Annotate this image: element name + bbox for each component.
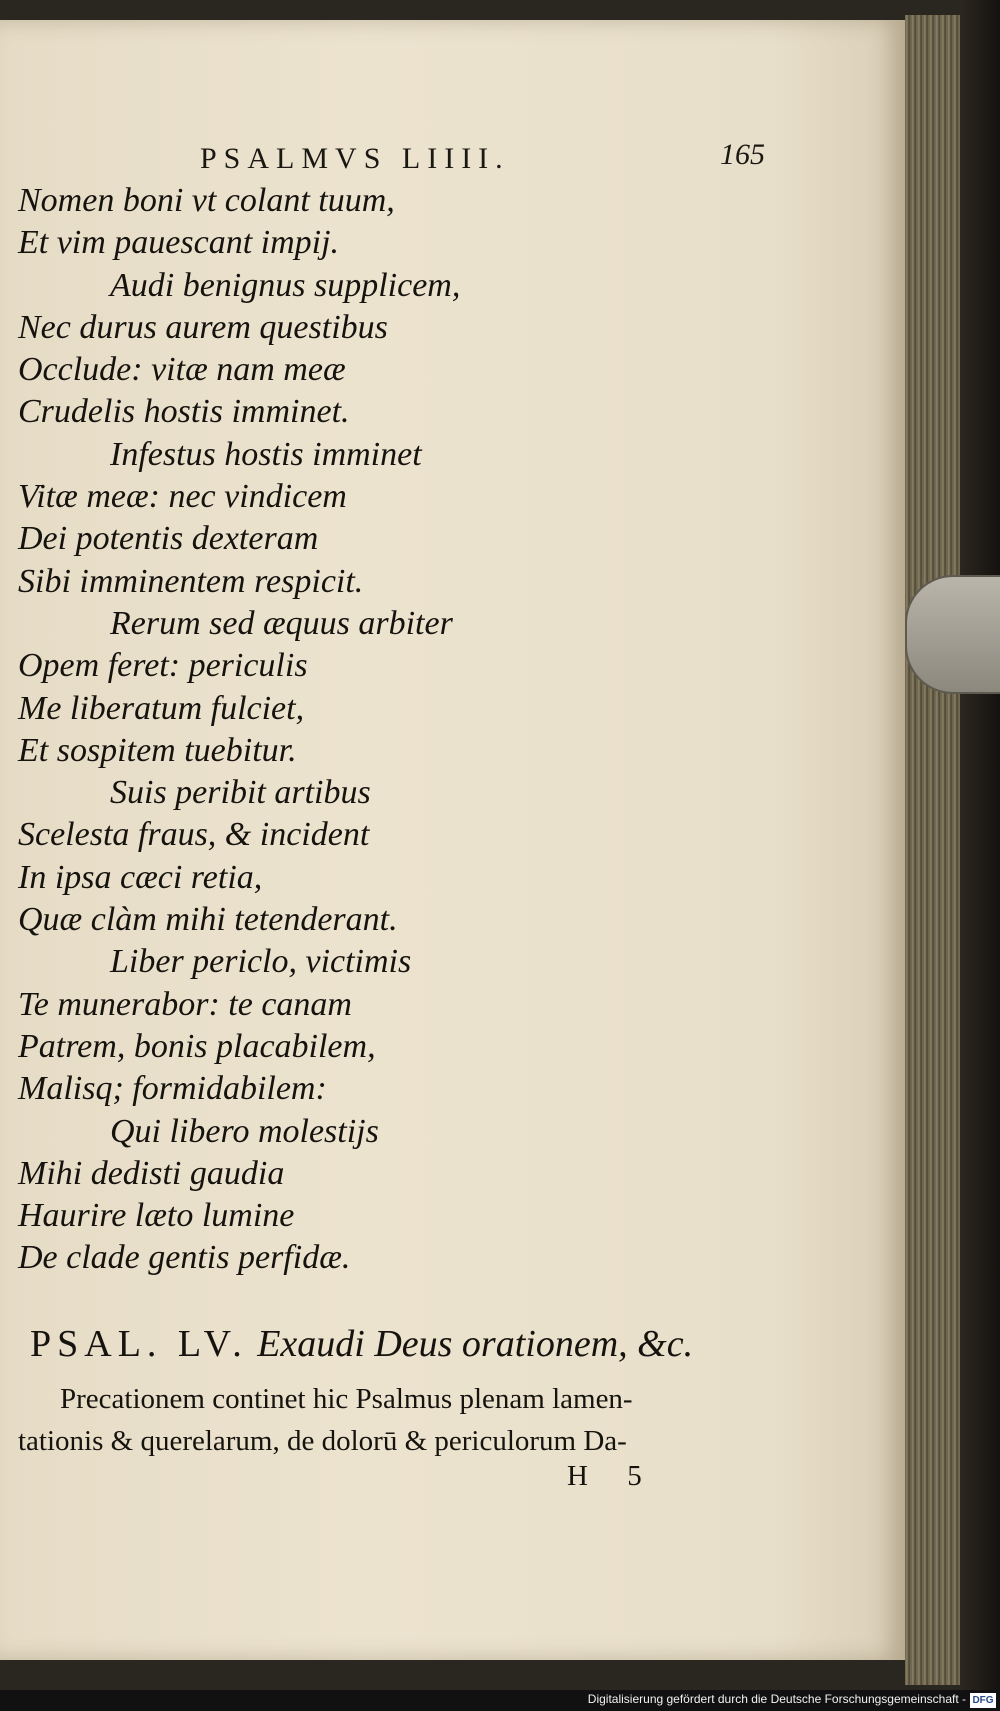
summary-line: Precationem continet hic Psalmus plenam lamen-: [60, 1383, 633, 1415]
page-header: [0, 130, 905, 180]
digitization-credit: Digitalisierung gefördert durch die Deutsche Forschungsgemeinschaft -: [587, 1692, 966, 1706]
page-edges: [905, 15, 960, 1685]
poem-line: Nomen boni vt colant tuum,: [18, 182, 395, 219]
poem-line: Patrem, bonis placabilem,: [18, 1027, 376, 1065]
poem-line: In ipsa cæci retia,: [18, 858, 263, 896]
poem-line: Malisq; formidabilem:: [18, 1070, 327, 1108]
poem-line: Qui libero molestijs: [110, 1112, 379, 1150]
poem-line: Suis peribit artibus: [110, 774, 371, 812]
poem-line: Crudelis hostis imminet.: [18, 393, 350, 431]
poem-line: Liber periclo, victimis: [110, 943, 412, 981]
running-title: PSALMVS LIIII.: [200, 142, 510, 175]
poem-line: Occlude: vitæ nam meæ: [18, 351, 346, 389]
psalm-incipit: Exaudi Deus orationem, &c.: [257, 1323, 694, 1365]
dfg-logo: DFG: [970, 1693, 996, 1708]
poem-line: Et vim pauescant impij.: [18, 224, 340, 262]
poem-line: Vitæ meæ: nec vindicem: [18, 478, 347, 516]
poem-line: Infestus hostis imminet: [110, 435, 422, 473]
poem-line: Et sospitem tuebitur.: [18, 731, 297, 769]
poem-line: De clade gentis perfidæ.: [18, 1239, 351, 1277]
psalm-heading: [30, 1322, 890, 1366]
psalm-label: PSAL. LV.: [30, 1323, 248, 1365]
poem-line: Nec durus aurem questibus: [18, 308, 388, 346]
poem-line: Dei potentis dexteram: [18, 520, 319, 558]
poem-line: Scelesta fraus, & incident: [18, 816, 370, 854]
psalm-poem: [18, 180, 538, 1280]
poem-line: Me liberatum fulciet,: [18, 689, 305, 727]
poem-line: Rerum sed æquus arbiter: [110, 604, 453, 642]
footer-bar: [0, 1690, 1000, 1711]
bookmark-clasp: [905, 575, 1000, 694]
poem-line: Haurire læto lumine: [18, 1197, 295, 1235]
page-number: 165: [720, 138, 765, 171]
poem-line: Sibi imminentem respicit.: [18, 562, 364, 600]
poem-line: Audi benignus supplicem,: [110, 266, 461, 304]
signature-mark: H 5: [567, 1460, 658, 1492]
summary-line: tationis & querelarum, de dolorū & periculorum Da-: [18, 1425, 627, 1457]
psalm-summary: [18, 1378, 788, 1462]
poem-line: Quæ clàm mihi tetenderant.: [18, 901, 398, 939]
poem-line: Mihi dedisti gaudia: [18, 1154, 285, 1192]
book-binding: [960, 0, 1000, 1711]
poem-line: Te munerabor: te canam: [18, 985, 352, 1023]
poem-line: Opem feret: periculis: [18, 647, 308, 685]
